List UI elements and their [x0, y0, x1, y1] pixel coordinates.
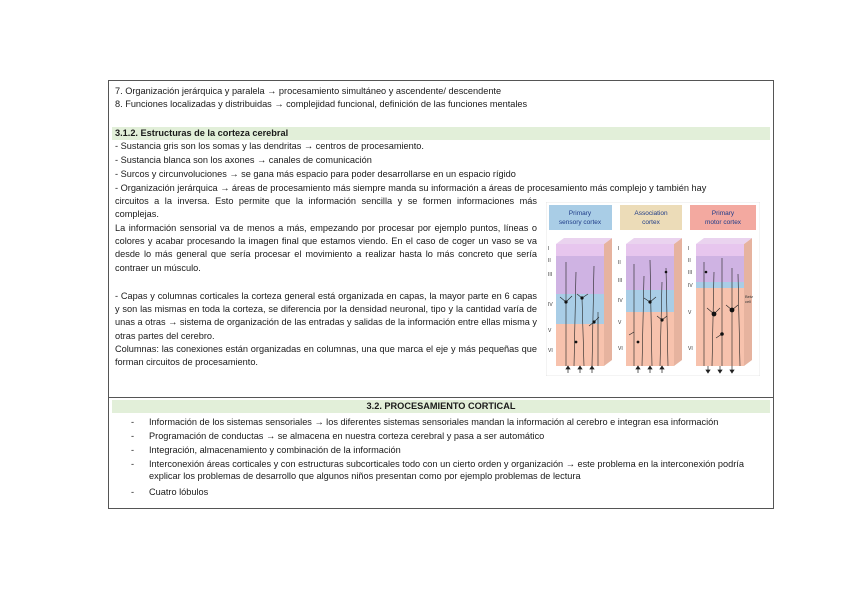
block-association: [626, 238, 682, 366]
bullet-text: Programación de conductas → se almacena en nuestra corteza cerebral y pasa a ser automático: [149, 431, 545, 441]
table-row-2: [109, 398, 773, 508]
bullet-dash: -: [131, 417, 135, 427]
fig-text: I: [688, 246, 690, 252]
block-motor: [696, 238, 752, 366]
fig-text: IV: [618, 298, 623, 304]
cortex-figure: [546, 202, 760, 376]
fig-text: cell: [745, 299, 752, 304]
fig-text: Association: [634, 210, 668, 217]
fig-text: IV: [688, 283, 693, 289]
fig-text: motor cortex: [704, 219, 742, 226]
header-sensory: [549, 205, 612, 230]
paragraph-sensory: La información sensorial va de menos a más, empezando por procesar por ejemplo puntos, líneas o colores y acabar procesando la imagen final que estamos viendo. En el caso de coger un vaso se va desde lo más general que sería procesar el movimiento a realizar hasta lo más concreto que sería contraer un músculo.: [115, 223, 537, 273]
fig-text: IV: [548, 302, 553, 308]
document-table: [108, 80, 774, 509]
fig-text: Primary: [711, 210, 735, 217]
fig-text: III: [548, 272, 553, 278]
cortex-illustration: [546, 202, 760, 376]
fig-text: I: [618, 246, 620, 252]
list-item: - Surcos y circunvoluciones → se gana más espacio para poder desarrollarse en un espacio rígido: [115, 169, 516, 179]
section-heading: 3.1.2. Estructuras de la corteza cerebral: [115, 128, 289, 138]
fig-text: V: [688, 310, 692, 316]
table-row-1: [109, 81, 773, 398]
paragraph-columns: Columnas: las conexiones están organizadas en columnas, una que marca el eje y más pequeñas que forman circuitos de procesamiento.: [115, 344, 537, 368]
fig-text: II: [618, 260, 621, 266]
fig-text: V: [548, 328, 552, 334]
bullet-text: Interconexión áreas corticales y con estructuras subcorticales todo con un cierto orden y organización → este problema en la interconexión podría explicar los problemas de desarrollo que algunos niños presentan como por ejemplo problemas de lectura: [149, 459, 744, 481]
bullet-dash: -: [131, 487, 135, 497]
section-heading-bar: [112, 400, 770, 413]
section-heading-bar: [112, 127, 770, 140]
fig-text: I: [548, 246, 550, 252]
fig-text: III: [618, 278, 623, 284]
fig-text: VI: [548, 348, 553, 354]
fig-text: Primary: [568, 210, 592, 217]
bullet-dash: -: [131, 459, 135, 469]
fig-text: II: [688, 258, 691, 264]
bullet-text: Cuatro lóbulos: [149, 487, 209, 497]
fig-text: V: [618, 320, 622, 326]
fig-text: VI: [618, 346, 623, 352]
fig-text: sensory cortex: [558, 219, 602, 226]
fig-text: III: [688, 270, 693, 276]
paragraph-circuits: circuitos a la inversa. Esto permite que la información sencilla y se formen informaciones más complejas.: [115, 196, 537, 220]
bullet-text: Integración, almacenamiento y combinación de la información: [149, 445, 401, 455]
fig-text: VI: [688, 346, 693, 352]
section-heading: 3.2. PROCESAMIENTO CORTICAL: [366, 401, 516, 411]
bullet-dash: -: [131, 445, 135, 455]
fig-text: cortex: [642, 219, 660, 226]
fig-text: Betz: [745, 294, 754, 299]
item-7: 7. Organización jerárquica y paralela → procesamiento simultáneo y ascendente/ descendente: [115, 86, 502, 96]
paragraph-layers: - Capas y columnas corticales la corteza general está organizada en capas, la mayor parte en 6 capas y son las mismas en toda la corteza, se diferencia por la densidad neuronal, tipo y la cantidad varía de unas a otras → sistema de organización de las entradas y salidas de la información entre ellas misma y otras partes del cerebro.: [115, 291, 537, 341]
fig-text: II: [548, 258, 551, 264]
list-item: - Sustancia gris son los somas y las dendritas → centros de procesamiento.: [115, 141, 424, 151]
list-item: - Sustancia blanca son los axones → canales de comunicación: [115, 155, 372, 165]
bullet-text: Información de los sistemas sensoriales → los diferentes sistemas sensoriales mandan la información al cerebro e integran esa información: [149, 417, 719, 427]
bullet-dash: -: [131, 431, 135, 441]
item-8: 8. Funciones localizadas y distribuidas → complejidad funcional, definición de las funciones mentales: [115, 99, 528, 109]
header-association: [620, 205, 682, 230]
header-motor: [690, 205, 756, 230]
list-item: - Organización jerárquica → áreas de procesamiento más siempre manda su información a áreas de procesamiento más complejo y también hay: [115, 183, 707, 193]
